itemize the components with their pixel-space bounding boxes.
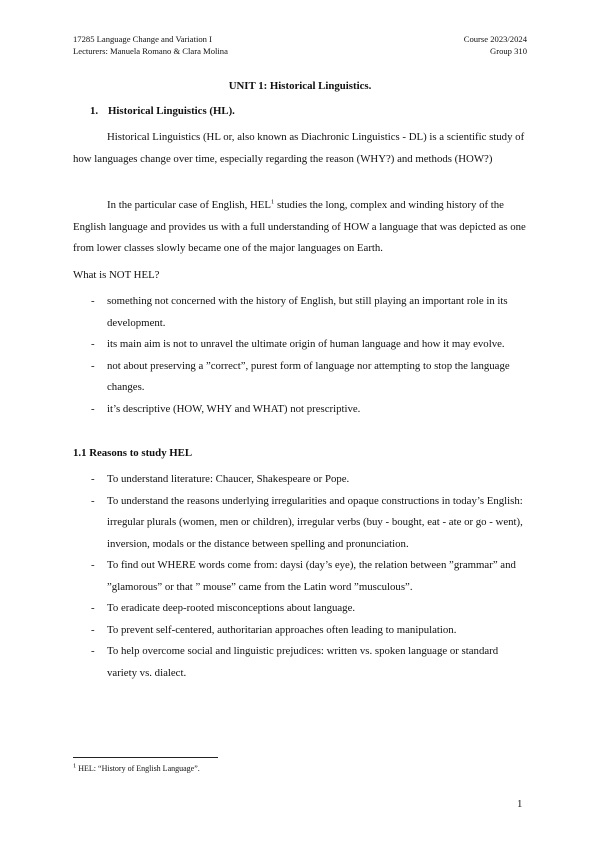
list-item-text: To help overcome social and linguistic prejudices: written vs. spoken language or standard variety vs. dialect.	[107, 645, 499, 679]
section-1-number: 1.	[90, 105, 99, 117]
list-dash: -	[91, 338, 95, 350]
paragraph-hel-text-end: studies the long, complex and winding history of the English language and provides us with a full understanding of HOW a language that was depicted as one from lower classes slowly became one of the major languages on Earth.	[73, 199, 526, 254]
list-item-text: To understand the reasons underlying irregularities and opaque constructions in today’s English: irregular plurals (women, men or children), irregular verbs (buy - bought, eat - ate or go - went), inversion, modals or the distance between spelling and pronunciation.	[107, 494, 523, 550]
list-item-text: something not concerned with the history of English, but still playing an important role in its development.	[107, 295, 508, 329]
list-item-text: it’s descriptive (HOW, WHY and WHAT) not prescriptive.	[107, 402, 361, 415]
list-dash: -	[91, 559, 95, 571]
list-dash: -	[91, 402, 95, 415]
list-item	[73, 620, 529, 642]
footnote-ref: 1	[271, 198, 275, 206]
paragraph-hl-definition	[73, 127, 529, 170]
unit-title: UNIT 1: Historical Linguistics.	[228, 80, 372, 92]
list-item	[73, 356, 529, 399]
header-group: Group 310	[490, 46, 527, 56]
list-item	[73, 491, 529, 556]
not-hel-label: What is NOT HEL?	[73, 269, 160, 281]
list-item-text: not about preserving a ”correct”, purest form of language nor attempting to stop the language changes.	[107, 359, 510, 393]
list-dash: -	[91, 295, 95, 307]
list-item	[73, 641, 529, 684]
footnote-text: HEL: “History of English Language”.	[76, 764, 200, 773]
list-item	[73, 399, 529, 421]
section-1-title: Historical Linguistics (HL).	[108, 105, 235, 117]
section-1-heading	[90, 105, 235, 117]
paragraph-hl-definition-text: Historical Linguistics (HL or, also known as Diachronic Linguistics - DL) is a scientific study of how languages change over time, especially regarding the reason (WHY?) and methods (HOW?)	[73, 131, 525, 165]
header-course-year: Course 2023/2024	[463, 34, 527, 44]
list-item-text: To understand literature: Chaucer, Shakespeare or Pope.	[107, 473, 350, 485]
page-number: 1	[517, 798, 523, 810]
footnote	[73, 764, 200, 773]
list-item	[73, 598, 529, 620]
list-item	[73, 555, 529, 598]
list-item-text: its main aim is not to unravel the ultimate origin of human language and how it may evolve.	[107, 338, 505, 350]
list-item	[73, 291, 529, 334]
list-dash: -	[91, 602, 95, 614]
list-item-text: To eradicate deep-rooted misconceptions about language.	[107, 602, 356, 614]
header-course-name: 17285 Language Change and Variation I	[73, 34, 212, 44]
list-item-text: To find out WHERE words come from: daysi (day’s eye), the relation between ”grammar” and ”glamorous” or that ” mouse” came from the Latin word ”musculous”.	[107, 559, 516, 593]
paragraph-hel	[73, 195, 529, 260]
header-lecturers: Lecturers: Manuela Romano & Clara Molina	[73, 46, 228, 56]
reasons-list	[73, 469, 529, 684]
paragraph-hel-text-start: In the particular case of English, HEL	[107, 199, 271, 211]
footnote-divider	[73, 757, 218, 758]
list-dash: -	[91, 494, 95, 507]
section-1-1-heading: 1.1 Reasons to study HEL	[73, 447, 193, 459]
list-item	[73, 334, 529, 356]
list-dash: -	[91, 473, 95, 485]
list-dash: -	[91, 359, 95, 372]
list-item	[73, 469, 529, 491]
list-dash: -	[91, 645, 95, 657]
footnote-marker: 1	[73, 762, 77, 770]
not-hel-list	[73, 291, 529, 420]
list-item-text: To prevent self-centered, authoritarian approaches often leading to manipulation.	[107, 623, 457, 636]
list-dash: -	[91, 623, 95, 636]
